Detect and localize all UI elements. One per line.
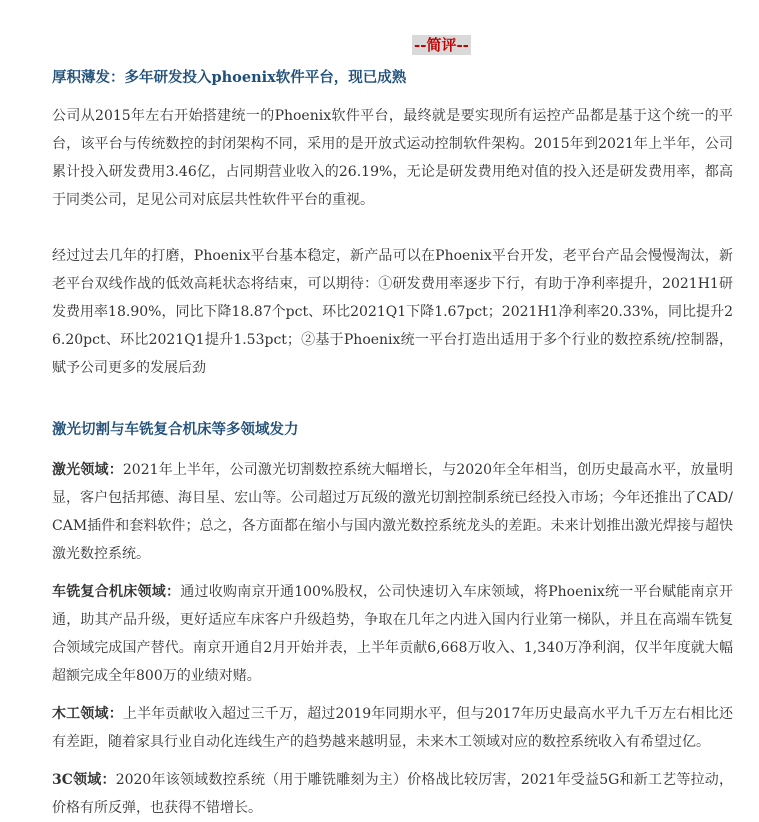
spacer bbox=[52, 690, 733, 700]
text-laser: 2021年上半年，公司激光切割数控系统大幅增长，与2020年全年相当，创历史最高水平，放量明显，客户包括邦德、海目星、宏山等。公司超过万瓦级的激光切割控制系统已经投入市场；今年还推出了CAD/CAM插件和套料软件；总之，各方面都在缩小与国内激光数控系统龙头的差距。未来计划推出激光焊接与超快激光数控系统。 bbox=[52, 462, 734, 562]
section-fields bbox=[52, 420, 733, 822]
blank-line bbox=[52, 382, 733, 410]
paragraph-phoenix-outlook: 经过过去几年的打磨，Phoenix平台基本稳定，新产品可以在Phoenix平台开发，老平台产品会慢慢淘汰，新老平台双线作战的低效高耗状态将结束，可以期待：①研发费用率逐步下行，有助于净利率提升，2021H1研发费用率18.90%，同比下降18.87个pct、环比2021Q1下降1.67pct；2021H1净利率20.33%，同比提升26.20pct、环比2021Q1提升1.53pct；②基于Phoenix统一平台打造出适用于多个行业的数控系统/控制器，赋予公司更多的发展后劲 bbox=[52, 248, 733, 376]
paragraph-3c bbox=[52, 766, 733, 822]
lead-woodworking: 木工领域： bbox=[52, 706, 123, 722]
lead-3c: 3C领域： bbox=[52, 772, 116, 788]
spacer bbox=[52, 756, 733, 766]
paragraph-laser bbox=[52, 456, 733, 568]
paragraph-woodworking bbox=[52, 700, 733, 756]
header bbox=[52, 0, 733, 60]
blank-line bbox=[52, 214, 733, 242]
section-title-platform: 厚积薄发：多年研发投入phoenix软件平台，现已成熟 bbox=[52, 69, 407, 86]
section-platform bbox=[52, 68, 733, 382]
paragraph-turn-mill bbox=[52, 578, 733, 690]
lead-laser: 激光领域： bbox=[52, 462, 123, 478]
text-3c: 2020年该领域数控系统（用于雕铣雕刻为主）价格战比较厉害，2021年受益5G和新工艺等拉动，价格有所反弹，也获得不错增长。 bbox=[52, 772, 733, 816]
review-tag: --简评-- bbox=[414, 36, 469, 54]
spacer bbox=[52, 568, 733, 578]
text-woodworking: 上半年贡献收入超过三千万，超过2019年同期水平，但与2017年历史最高水平九千万左右相比还有差距，随着家具行业自动化连线生产的趋势越来越明显，未来木工领域对应的数控系统收入有希望过亿。 bbox=[52, 706, 734, 750]
lead-turn-mill: 车铣复合机床领域： bbox=[52, 584, 181, 600]
paragraph-phoenix-rd: 公司从2015年左右开始搭建统一的Phoenix软件平台，最终就是要实现所有运控产品都是基于这个统一的平台，该平台与传统数控的封闭架构不同，采用的是开放式运动控制软件架构。2015年到2021年上半年，公司累计投入研发费用3.46亿，占同期营业收入的26.19%，无论是研发费用绝对值的投入还是研发费用率，都高于同类公司，足见公司对底层共性软件平台的重视。 bbox=[52, 108, 733, 208]
text-turn-mill: 通过收购南京开通100%股权，公司快速切入车床领域，将Phoenix统一平台赋能南京开通，助其产品升级，更好适应车床客户升级趋势，争取在几年之内进入国内行业第一梯队，并且在高端车铣复合领域完成国产替代。南京开通自2月开始并表，上半年贡献6,668万收入、1,340万净利润，仅半年度就大幅超额完成全年800万的业绩对赌。 bbox=[52, 584, 734, 684]
section-title-fields: 激光切割与车铣复合机床等多领域发力 bbox=[52, 421, 299, 438]
